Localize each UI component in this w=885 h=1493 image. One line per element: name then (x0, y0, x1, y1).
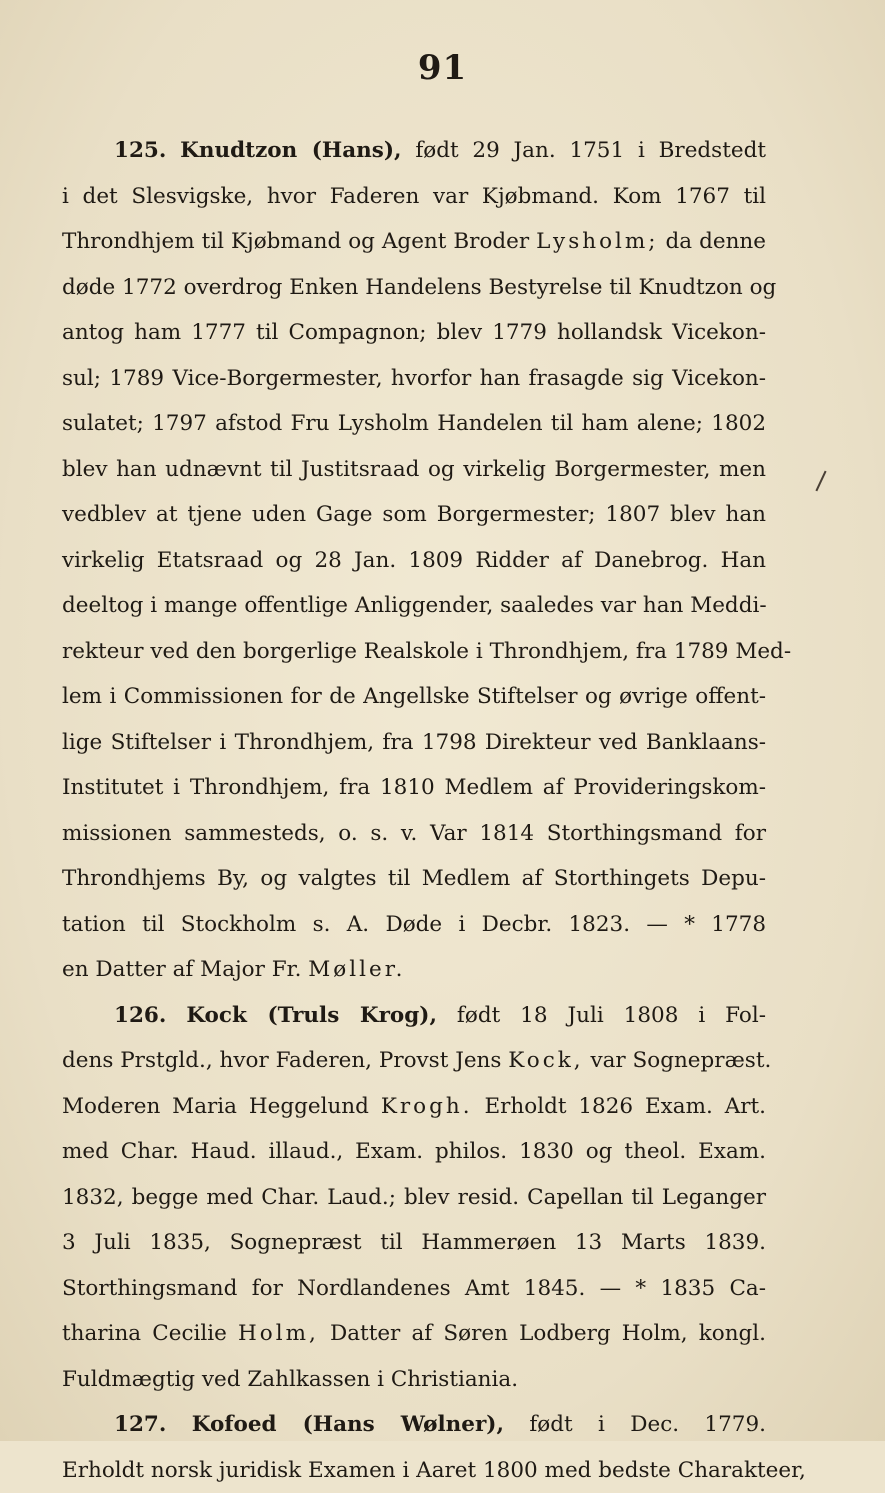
entry-spaced-name: Møller. (308, 957, 405, 982)
entry-text: en Datter af Major Fr. (62, 957, 301, 982)
entry-spaced-name: Krogh. (381, 1094, 473, 1119)
entry-line (62, 1448, 766, 1493)
entry-line (62, 1220, 766, 1266)
entry-spaced-name: Kock, (508, 1048, 583, 1073)
entry-text: lem i Commissionen for de Angellske Stiftelser og øvrige offent- (62, 684, 766, 709)
entry-line (62, 765, 766, 811)
entry-line (62, 128, 766, 174)
entry-line (62, 265, 766, 311)
entry-text: døde 1772 overdrog Enken Handelens Bestyrelse til Knudtzon og (62, 275, 776, 300)
entry-name: Kofoed (Hans Wølner), (192, 1412, 504, 1437)
entry-line (62, 674, 766, 720)
entry-text: Storthingsmand for Nordlandenes Amt 1845. — * 1835 Ca- (62, 1276, 766, 1301)
entry-line (62, 492, 766, 538)
entry-line (62, 401, 766, 447)
entry-text: sulatet; 1797 afstod Fru Lysholm Handelen til ham alene; 1802 (62, 411, 766, 436)
entry-text: vedblev at tjene uden Gage som Borgermester; 1807 blev han (62, 502, 766, 527)
margin-mark (815, 471, 826, 492)
entry-line (62, 219, 766, 265)
entry-text: tation til Stockholm s. A. Døde i Decbr. 1823. — * 1778 (62, 912, 766, 937)
entry-text: Throndhjems By, og valgtes til Medlem af Storthingets Depu- (62, 866, 766, 891)
entry-text: i det Slesvigske, hvor Faderen var Kjøbmand. Kom 1767 til (62, 184, 766, 209)
entry-line (62, 811, 766, 857)
entry-text: var Sognepræst. (590, 1048, 771, 1073)
entry-line (62, 356, 766, 402)
entry-number: 125. (114, 138, 166, 163)
entry-text: født i Dec. 1779. (529, 1412, 766, 1437)
entry-line (62, 1266, 766, 1312)
entry-line (62, 947, 766, 993)
entry-spaced-name: Holm, (238, 1321, 319, 1346)
entry-text: Throndhjem til Kjøbmand og Agent Broder (62, 229, 529, 254)
entries-text (62, 128, 766, 1493)
entry-line (62, 538, 766, 584)
entry-text: Institutet i Throndhjem, fra 1810 Medlem af Provideringskom- (62, 775, 766, 800)
entry-line (62, 174, 766, 220)
entry-text: 3 Juli 1835, Sognepræst til Hammerøen 13 Marts 1839. (62, 1230, 766, 1255)
entry-text: tharina Cecilie (62, 1321, 227, 1346)
entry-line (62, 1038, 766, 1084)
entry-text: missionen sammesteds, o. s. v. Var 1814 Storthingsmand for (62, 821, 766, 846)
entry-text: blev han udnævnt til Justitsraad og virkelig Borgermester, men (62, 457, 766, 482)
entry-line (62, 1175, 766, 1221)
entry-text: 1832, begge med Char. Laud.; blev resid. Capellan til Leganger (62, 1185, 766, 1210)
entry-number: 127. (114, 1412, 166, 1437)
entry-line (62, 1129, 766, 1175)
entry-text: Erholdt norsk juridisk Examen i Aaret 1800 med bedste Charakteer, (62, 1458, 806, 1483)
entry-text: Moderen Maria Heggelund (62, 1094, 369, 1119)
entry-text: lige Stiftelser i Throndhjem, fra 1798 Direkteur ved Banklaans- (62, 730, 766, 755)
entry-text: rekteur ved den borgerlige Realskole i Throndhjem, fra 1789 Med- (62, 639, 791, 664)
entry-text: virkelig Etatsraad og 28 Jan. 1809 Ridder af Danebrog. Han (62, 548, 766, 573)
entry-text: Datter af Søren Lodberg Holm, kongl. (330, 1321, 766, 1346)
page-number: 91 (0, 48, 885, 88)
entry-text: antog ham 1777 til Compagnon; blev 1779 hollandsk Vicekon- (62, 320, 766, 345)
entry-name: Knudtzon (Hans), (180, 138, 401, 163)
entry-line (62, 902, 766, 948)
entry-line (62, 856, 766, 902)
entry-number: 126. (114, 1003, 166, 1028)
entry-text: født 18 Juli 1808 i Fol- (457, 1003, 766, 1028)
entry-spaced-name: Lysholm; (536, 229, 658, 254)
entry-text: med Char. Haud. illaud., Exam. philos. 1830 og theol. Exam. (62, 1139, 766, 1164)
entry-line (62, 720, 766, 766)
entry-text: født 29 Jan. 1751 i Bredstedt (415, 138, 766, 163)
entry-text: dens Prstgld., hvor Faderen, Provst Jens (62, 1048, 501, 1073)
entry-name: Kock (Truls Krog), (186, 1003, 437, 1028)
entry-text: Erholdt 1826 Exam. Art. (484, 1094, 766, 1119)
entry-line (62, 1311, 766, 1357)
entry-text: da denne (666, 229, 766, 254)
entry-line (62, 583, 766, 629)
entry-line (62, 1084, 766, 1130)
entry-text: Fuldmægtig ved Zahlkassen i Christiania. (62, 1367, 518, 1392)
entry-line (62, 1357, 766, 1403)
entry-line (62, 993, 766, 1039)
entry-line (62, 447, 766, 493)
entry-text: deeltog i mange offentlige Anliggender, saaledes var han Meddi- (62, 593, 767, 618)
entry-line (62, 629, 766, 675)
entry-text: sul; 1789 Vice-Borgermester, hvorfor han frasagde sig Vicekon- (62, 366, 766, 391)
entry-line (62, 310, 766, 356)
